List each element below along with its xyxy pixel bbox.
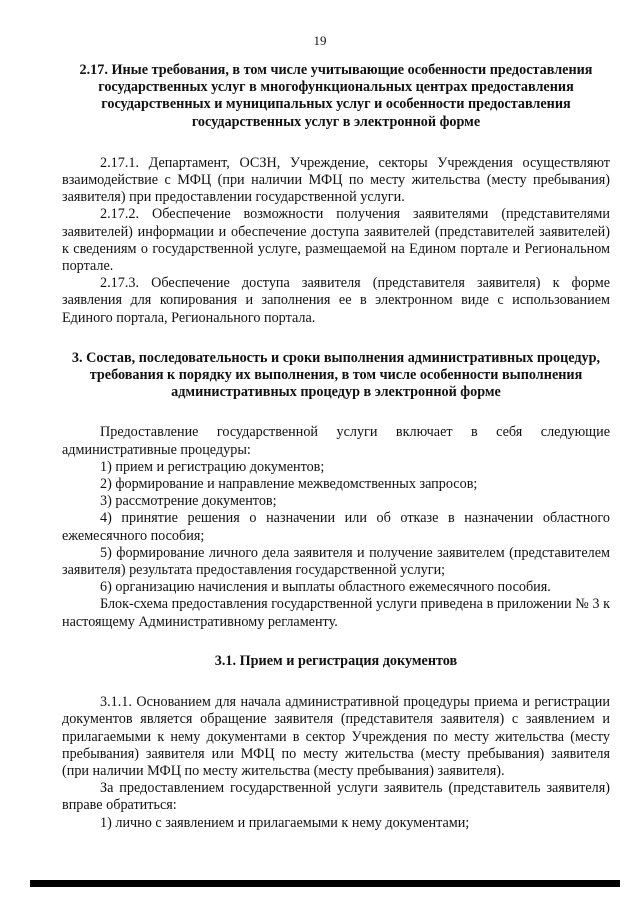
section-3-heading: 3. Состав, последовательность и сроки выполнения административных процедур, требования к порядку их выполнения, в том числе особенности выполнения административных процедур в электронной форме: [71, 349, 601, 401]
paragraph-3-1-item-1: 1) лично с заявлением и прилагаемыми к нему документами;: [100, 814, 470, 831]
procedure-item-4: 4) принятие решения о назначении или об отказе в назначении областного ежемесячного пособия;: [62, 510, 610, 544]
procedure-item-3: 3) рассмотрение документов;: [100, 493, 277, 510]
section-3-1-heading: 3.1. Прием и регистрация документов: [214, 652, 458, 669]
procedure-item-5: 5) формирование личного дела заявителя и получение заявителем (представителем заявителя) результата предоставления государственной услуги;: [62, 544, 610, 579]
procedure-item-2: 2) формирование и направление межведомственных запросов;: [100, 476, 478, 493]
page-number: 19: [313, 33, 327, 48]
section-2-17-heading: 2.17. Иные требования, в том числе учитывающие особенности предоставления государственных услуг в многофункциональных центрах предоставления государственных и муниципальных услуг и особенности предоставления государственных услуг в электронной форме: [79, 62, 593, 130]
procedure-item-1: 1) прием и регистрацию документов;: [100, 458, 325, 475]
paragraph-2-17-3: 2.17.3. Обеспечение доступа заявителя (представителя заявителя) к форме заявления для копирования и заполнения ее в электронном виде с использованием Единого портала, Регионального портала.: [62, 275, 610, 326]
section-3-intro: Предоставление государственной услуги включает в себя следующие административные процедуры:: [62, 424, 610, 458]
paragraph-3-1-2: За предоставлением государственной услуги заявитель (представитель заявителя) вправе обратиться:: [62, 780, 610, 814]
paragraph-3-1-1: 3.1.1. Основанием для начала административной процедуры приема и регистрации документов является обращение заявителя (представителя заявителя) с заявлением и прилагаемыми к нему документами в сектор Учреждения по месту жительства (месту пребывания) заявителя или МФЦ по месту жительства (месту пребывания) заявителя (при наличии МФЦ по месту жительства (месту пребывания) заявителя).: [62, 694, 610, 779]
page-content: [62, 62, 610, 832]
paragraph-2-17-1: 2.17.1. Департамент, ОСЗН, Учреждение, секторы Учреждения осуществляют взаимодействие с МФЦ (при наличии МФЦ по месту жительства (месту пребывания) заявителя) при предоставлении государственной услуги.: [62, 154, 610, 206]
scheme-note: Блок-схема предоставления государственной услуги приведена в приложении № 3 к настоящему Административному регламенту.: [62, 596, 610, 630]
paragraph-2-17-2: 2.17.2. Обеспечение возможности получения заявителями (представителями заявителей) информации и обеспечение доступа заявителей (представителей заявителей) к сведениям о государственной услуге, размещаемой на Едином портале и Региональном портале.: [62, 206, 610, 275]
bottom-border-line: [30, 880, 620, 887]
procedure-item-6: 6) организацию начисления и выплаты областного ежемесячного пособия.: [100, 579, 551, 596]
